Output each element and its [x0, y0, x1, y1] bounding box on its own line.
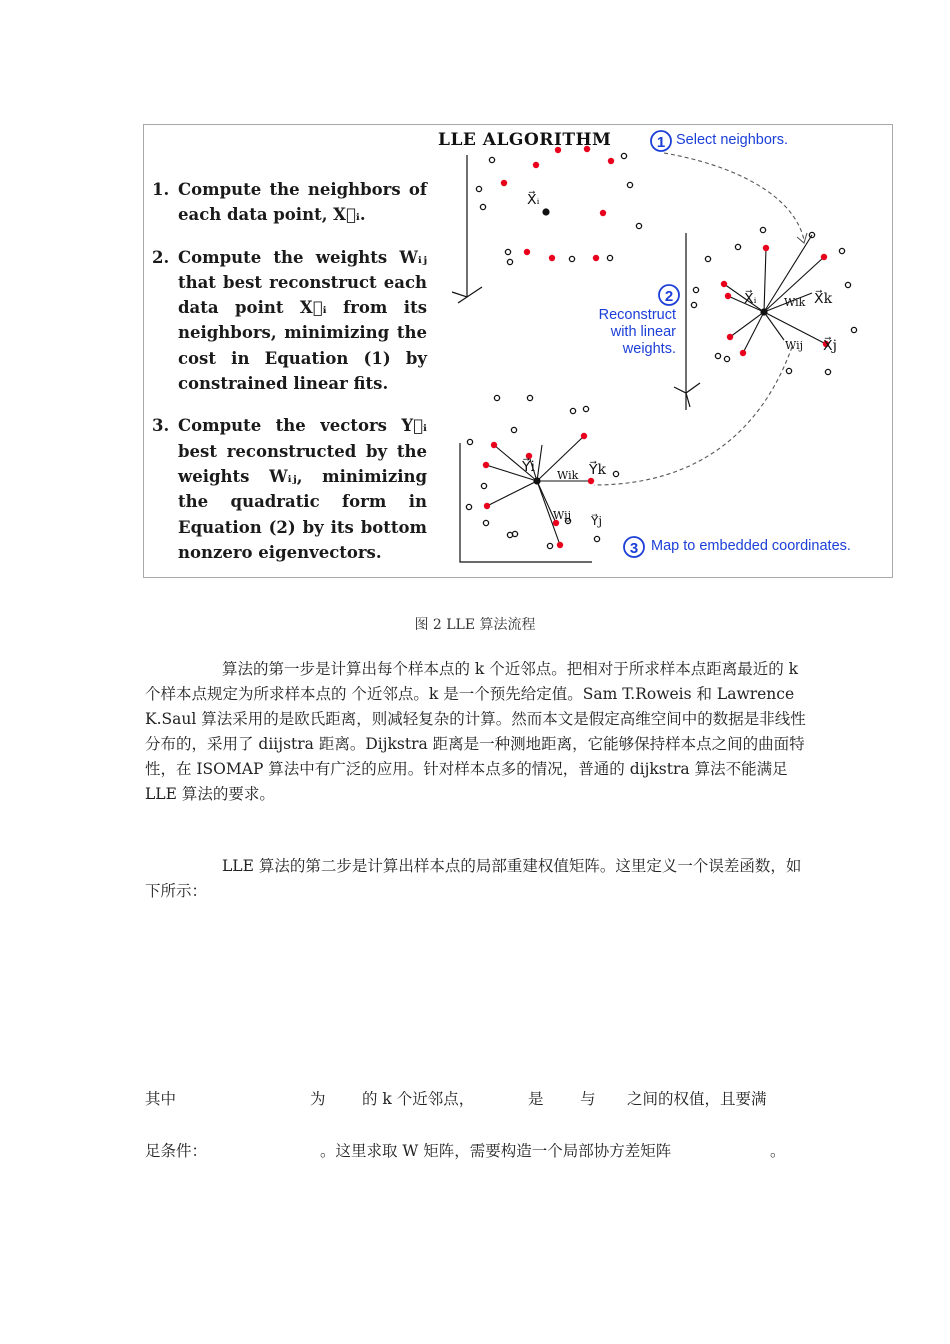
- center-point: [533, 477, 540, 484]
- flow-arrow: [594, 347, 792, 485]
- point-label-yk: Y⃗k: [589, 462, 607, 478]
- data-point: [839, 248, 844, 253]
- flow-arrow-head: [797, 233, 807, 243]
- neighbor-point: [557, 542, 563, 548]
- neighbor-point: [581, 433, 587, 439]
- data-point: [467, 439, 472, 444]
- neighbor-point: [588, 478, 594, 484]
- flow-arrow: [664, 153, 804, 240]
- data-point: [511, 427, 516, 432]
- weight-label-wik: Wik: [557, 469, 579, 482]
- data-point: [735, 244, 740, 249]
- step-number: 2.: [152, 247, 170, 267]
- data-point: [512, 531, 517, 536]
- neighbor-point: [524, 249, 530, 255]
- point-label-xi: X⃗ᵢ: [744, 291, 757, 307]
- neighbor-point: [501, 180, 507, 186]
- center-point: [760, 308, 767, 315]
- neighbor-point: [491, 442, 497, 448]
- data-point: [583, 406, 588, 411]
- lle-algorithm-figure: [143, 124, 893, 578]
- step-text: Compute the weights Wᵢⱼ that best reconstruct each data point X⃗ᵢ from its neighbors, minimizing the cost in Equation (1) by constrained linear fits.: [178, 247, 427, 394]
- weight-line: [764, 312, 784, 340]
- neighbor-point: [721, 281, 727, 287]
- neighbor-point: [727, 334, 733, 340]
- neighbor-point: [821, 254, 827, 260]
- figure-title: LLE ALGORITHM: [438, 130, 612, 150]
- neighbor-point: [484, 503, 490, 509]
- data-point: [825, 369, 830, 374]
- point-label-yi: Y⃗i: [522, 459, 536, 475]
- neighbor-point: [593, 255, 599, 261]
- callout-line: with linear: [610, 324, 676, 340]
- data-point: [715, 353, 720, 358]
- data-point: [476, 186, 481, 191]
- data-point: [505, 249, 510, 254]
- point-label-xk: X⃗k: [814, 291, 833, 307]
- data-point: [693, 287, 698, 292]
- line-fragment: 。这里求取 W 矩阵，需要构造一个局部协方差矩阵: [320, 1142, 672, 1160]
- data-point: [724, 356, 729, 361]
- data-point: [569, 256, 574, 261]
- weight-label-wij: Wij: [785, 339, 804, 352]
- neighbor-point: [740, 350, 746, 356]
- step-1: [152, 177, 427, 228]
- weight-line: [487, 481, 537, 506]
- axis-line: [674, 383, 700, 407]
- data-point: [845, 282, 850, 287]
- line-fragment: 足条件：: [145, 1142, 208, 1160]
- line-fragment: 之间的权值，且要满: [627, 1090, 767, 1108]
- data-point: [547, 543, 552, 548]
- callout-map-embedded: Map to embedded coordinates.: [651, 538, 851, 554]
- step-3: [152, 413, 427, 565]
- data-point: [613, 471, 618, 476]
- weight-label-wij: Wij: [553, 509, 572, 522]
- data-point: [594, 536, 599, 541]
- neighbor-point: [608, 158, 614, 164]
- step-number: 1.: [152, 180, 170, 199]
- data-point: [760, 227, 765, 232]
- neighbor-point: [533, 162, 539, 168]
- neighbor-point: [483, 462, 489, 468]
- line-fragment: 与: [580, 1090, 596, 1108]
- data-point: [636, 223, 641, 228]
- point-label-xi: X⃗ᵢ: [527, 192, 540, 208]
- callout-line: weights.: [622, 341, 676, 357]
- weight-line: [537, 445, 542, 481]
- callout-reconstruct: [584, 307, 676, 358]
- point-label-yj: Y⃗j: [591, 514, 603, 528]
- paragraph-2: LLE 算法的第二步是计算出样本点的局部重建权值矩阵。这里定义一个误差函数，如下所示：: [145, 857, 802, 900]
- weight-line: [730, 312, 764, 337]
- data-point: [507, 532, 512, 537]
- line-fragment: 的 k 个近邻点，: [362, 1090, 475, 1108]
- point-label-xj: X⃗j: [823, 338, 837, 354]
- data-point: [483, 520, 488, 525]
- callout-badge-3-number: 3: [629, 540, 639, 557]
- data-point: [466, 504, 471, 509]
- neighbor-point: [600, 210, 606, 216]
- line-fragment: 其中: [145, 1090, 177, 1108]
- callout-badge-1-number: 1: [656, 134, 666, 151]
- weight-line: [764, 248, 766, 312]
- data-point: [489, 157, 494, 162]
- step-text: Compute the neighbors of each data point, X⃗ᵢ.: [178, 180, 427, 225]
- data-point: [607, 255, 612, 260]
- line-fragment: 。: [770, 1142, 786, 1160]
- data-point: [691, 302, 696, 307]
- data-point: [621, 153, 626, 158]
- step-text: Compute the vectors Y⃗ᵢ best reconstructed by the weights Wᵢⱼ, minimizing the quadratic form in Equation (2) by its bottom nonzero eigenvectors.: [178, 416, 427, 562]
- data-point: [494, 395, 499, 400]
- data-point: [627, 182, 632, 187]
- data-point: [480, 204, 485, 209]
- figure-caption: 图 2 LLE 算法流程: [414, 617, 536, 633]
- step-2: [152, 245, 427, 397]
- weight-line: [743, 312, 764, 353]
- paragraph-1: 算法的第一步是计算出每个样本点的 k 个近邻点。把相对于所求样本点距离最近的 k 个样本点规定为所求样本点的 个近邻点。k 是一个预先给定值。Sam T.Roweis 和 Lawrence K.Saul 算法采用的是欧氏距离，则减轻复杂的计算。然而本文是假定高维空间中的数据是非线性分布的，采用了 diijstra 距离。Dijkstra 距离是一种测地距离，它能够保持样本点之间的曲面特性，在 ISOMAP 算法中有广泛的应用。针对样本点多的情况，普通的 dijkstra 算法不能满足 LLE 算法的要求。: [145, 660, 806, 803]
- callout-line: Reconstruct: [598, 307, 676, 323]
- step-number: 3.: [152, 416, 170, 436]
- neighbor-point: [549, 255, 555, 261]
- weight-label-wik: Wik: [784, 296, 806, 309]
- neighbor-point: [725, 293, 731, 299]
- algorithm-steps: [152, 177, 427, 582]
- data-point: [570, 408, 575, 413]
- selected-point: [542, 208, 549, 215]
- callout-badge-2-number: 2: [664, 288, 674, 305]
- data-point: [786, 368, 791, 373]
- callout-select-neighbors: Select neighbors.: [676, 132, 789, 148]
- neighbor-point: [763, 245, 769, 251]
- data-point: [705, 256, 710, 261]
- data-point: [507, 259, 512, 264]
- data-point: [851, 327, 856, 332]
- line-fragment: 是: [528, 1090, 544, 1108]
- line-fragment: 为: [310, 1090, 326, 1108]
- data-point: [527, 395, 532, 400]
- data-point: [481, 483, 486, 488]
